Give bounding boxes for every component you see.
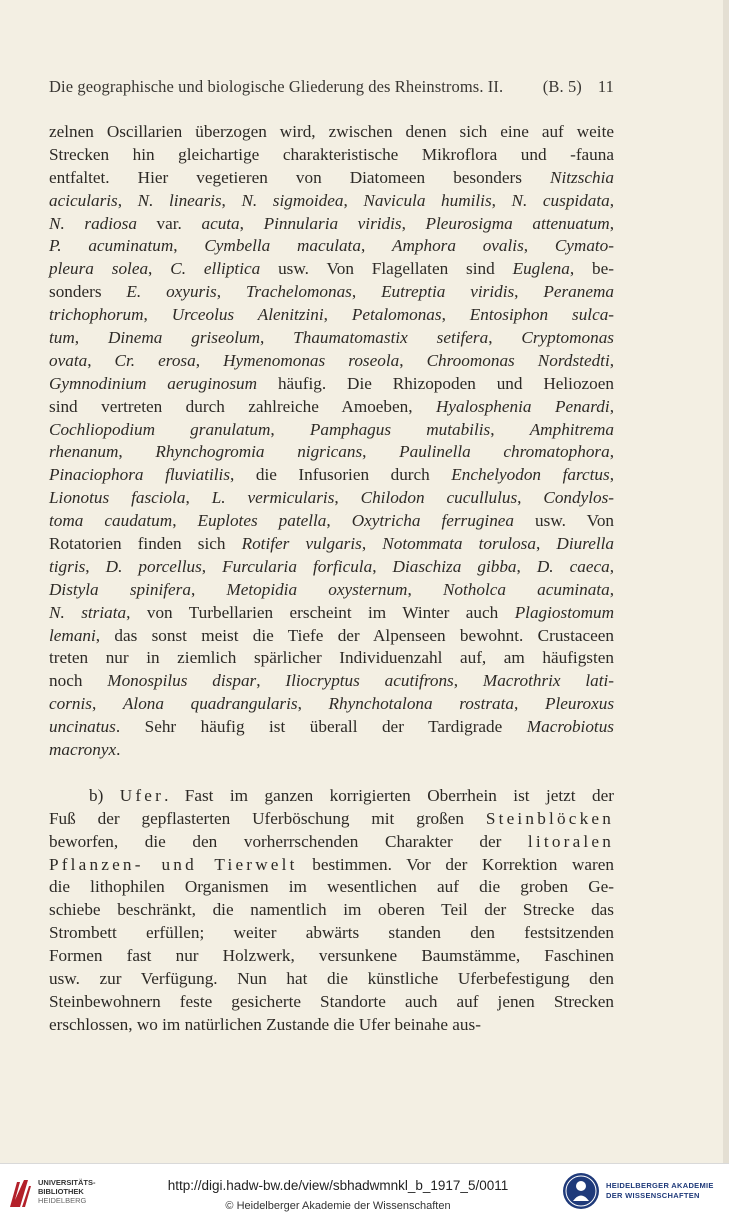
copyright-notice: © Heidelberger Akademie der Wissenschaften: [225, 1200, 451, 1212]
text-line: Fuß der gepflasterten Uferböschung mit großen Steinblöcken: [49, 808, 614, 828]
text-line: schiebe beschränkt, die namentlich im oberen Teil der Strecke das: [49, 900, 614, 920]
text-line: beworfen, die den vorherrschenden Charakter der litoralen: [49, 831, 614, 851]
text-line: Rotatorien finden sich Rotifer vulgaris, Notommata torulosa, Diurella: [49, 534, 615, 554]
text-line: lemani, das sonst meist die Tiefe der Alpenseen bewohnt. Crustaceen: [49, 625, 614, 645]
text-line: Distyla spinifera, Metopidia oxysternum, Notholca acuminata,: [49, 579, 614, 599]
text-line: N. striata, von Turbellarien erscheint im Winter auch Plagiostomum: [49, 602, 614, 622]
text-line: tigris, D. porcellus, Furcularia forficula, Diaschiza gibba, D. caeca,: [49, 556, 615, 576]
running-head: [49, 77, 614, 97]
text-line: b) Ufer. Fast im ganzen korrigierten Oberrhein ist jetzt der: [89, 785, 614, 805]
university-library-logo-icon: [7, 1176, 33, 1210]
text-line: ovata, Cr. erosa, Hymenomonas roseola, Chroomonas Nordstedti,: [49, 350, 615, 370]
text-line: noch Monospilus dispar, Iliocryptus acutifrons, Macrothrix lati-: [49, 671, 615, 691]
text-line: usw. zur Verfügung. Nun hat die künstliche Uferbefestigung den: [49, 968, 614, 988]
text-line: Strecken hin gleichartige charakteristische Mikroflora und -fauna: [49, 144, 614, 164]
paragraph-2: [49, 785, 614, 1037]
text-line: Strombett erfüllen; weiter abwärts standen den festsitzenden: [49, 923, 614, 943]
permalink-url[interactable]: http://digi.hadw-bw.de/view/sbhadwmnkl_b_1917_5/0011: [167, 1178, 509, 1193]
text-line: Gymnodinium aeruginosum häufig. Die Rhizopoden und Heliozoen: [49, 373, 614, 393]
academy-seal-icon: [562, 1172, 600, 1210]
paragraph-1: [49, 121, 614, 762]
running-head-section: (B. 5): [542, 77, 582, 96]
text-line: pleura solea, C. elliptica usw. Von Flagellaten sind Euglena, be-: [49, 259, 615, 279]
text-line: sind vertreten durch zahlreiche Amoeben, Hyalosphenia Penardi,: [49, 396, 614, 416]
text-line: Cochliopodium granulatum, Pamphagus mutabilis, Amphitrema: [49, 419, 615, 439]
text-line: rhenanum, Rhynchogromia nigricans, Paulinella chromatophora,: [49, 442, 615, 462]
text-line: tum, Dinema griseolum, Thaumatomastix setifera, Cryptomonas: [49, 328, 614, 348]
text-line: N. radiosa var. acuta, Pinnularia viridis, Pleurosigma attenuatum,: [49, 213, 614, 233]
text-line: treten nur in ziemlich spärlicher Individuenzahl auf, am häufigsten: [49, 648, 614, 668]
text-line: acicularis, N. linearis, N. sigmoidea, Navicula humilis, N. cuspidata,: [49, 190, 615, 210]
text-line: die lithophilen Organismen im wesentlichen auf die groben Ge-: [49, 877, 614, 897]
text-line: zelnen Oscillarien überzogen wird, zwischen denen sich eine auf weite: [49, 122, 614, 141]
text-line: macronyx.: [49, 740, 121, 760]
text-line: erschlossen, wo im natürlichen Zustande die Ufer beinahe aus-: [49, 1014, 481, 1034]
text-line: Lionotus fasciola, L. vermicularis, Chilodon cucullulus, Condylos-: [49, 488, 615, 508]
text-line: P. acuminatum, Cymbella maculata, Amphora ovalis, Cymato-: [49, 236, 615, 256]
text-line: Pflanzen- und Tierwelt bestimmen. Vor der Korrektion waren: [49, 854, 614, 874]
text-line: sonders E. oxyuris, Trachelomonas, Eutreptia viridis, Peranema: [49, 282, 614, 302]
text-line: Pinaciophora fluviatilis, die Infusorien durch Enchelyodon farctus,: [49, 465, 614, 485]
text-line: cornis, Alona quadrangularis, Rhynchotalona rostrata, Pleuroxus: [49, 694, 615, 714]
text-line: Steinbewohnern feste gesicherte Standorte auch auf jenen Strecken: [49, 991, 614, 1011]
text-line: uncinatus. Sehr häufig ist überall der Tardigrade Macrobiotus: [49, 717, 614, 737]
text-line: trichophorum, Urceolus Alenitzini, Petalomonas, Entosiphon sulca-: [49, 305, 615, 325]
text-line: Formen fast nur Holzwerk, versunkene Baumstämme, Faschinen: [49, 946, 614, 966]
page-edge: [723, 0, 729, 1163]
page-number: 11: [597, 77, 614, 96]
running-head-title: Die geographische und biologische Gliederung des Rheinstroms. II.: [49, 77, 504, 96]
body-text: [49, 121, 614, 1037]
text-line: entfaltet. Hier vegetieren von Diatomeen besonders Nitzschia: [49, 167, 614, 187]
university-library-label: UNIVERSITÄTS- BIBLIOTHEK HEIDELBERG: [38, 1178, 96, 1205]
text-line: toma caudatum, Euplotes patella, Oxytricha ferruginea usw. Von: [49, 511, 615, 531]
footer-bar: [0, 1163, 729, 1218]
academy-label: HEIDELBERGER AKADEMIE DER WISSENSCHAFTEN: [606, 1181, 714, 1200]
